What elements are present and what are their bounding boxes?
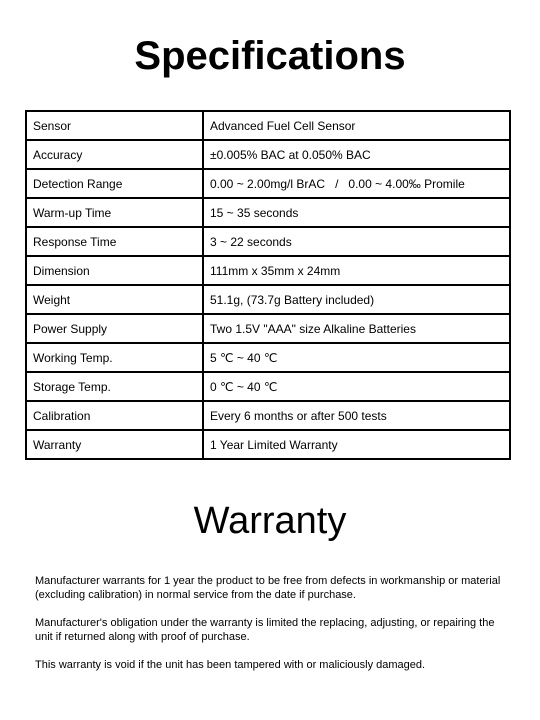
table-row <box>26 314 510 343</box>
spec-label: Weight <box>26 285 203 314</box>
spec-label: Calibration <box>26 401 203 430</box>
spec-value: Every 6 months or after 500 tests <box>203 401 510 430</box>
spec-label: Warm-up Time <box>26 198 203 227</box>
spec-label: Response Time <box>26 227 203 256</box>
table-row <box>26 256 510 285</box>
spec-value: 5 ℃ ~ 40 ℃ <box>203 343 510 372</box>
table-row <box>26 285 510 314</box>
spec-label: Dimension <box>26 256 203 285</box>
table-row <box>26 430 510 459</box>
spec-label: Warranty <box>26 430 203 459</box>
warranty-paragraph: Manufacturer warrants for 1 year the product to be free from defects in workmanship or material (excluding calibration) in normal service from the date if purchase. <box>35 575 501 601</box>
page-title: Specifications <box>134 34 406 78</box>
spec-value: 3 ~ 22 seconds <box>203 227 510 256</box>
spec-label: Sensor <box>26 111 203 140</box>
spec-value: 15 ~ 35 seconds <box>203 198 510 227</box>
spec-value: ±0.005% BAC at 0.050% BAC <box>203 140 510 169</box>
table-row <box>26 140 510 169</box>
spec-label: Detection Range <box>26 169 203 198</box>
table-row <box>26 227 510 256</box>
spec-value: Two 1.5V "AAA" size Alkaline Batteries <box>203 314 510 343</box>
spec-label: Accuracy <box>26 140 203 169</box>
table-row <box>26 169 510 198</box>
spec-value: 111mm x 35mm x 24mm <box>203 256 510 285</box>
table-row <box>26 111 510 140</box>
warranty-paragraph: Manufacturer's obligation under the warranty is limited the replacing, adjusting, or repairing the unit if returned along with proof of purchase. <box>35 617 495 643</box>
specifications-table <box>25 110 511 460</box>
table-row <box>26 343 510 372</box>
table-row <box>26 372 510 401</box>
spec-value: 1 Year Limited Warranty <box>203 430 510 459</box>
spec-value: 0.00 ~ 2.00mg/l BrAC / 0.00 ~ 4.00‰ Promile <box>203 169 510 198</box>
warranty-text <box>35 574 515 686</box>
spec-label: Power Supply <box>26 314 203 343</box>
spec-value: 51.1g, (73.7g Battery included) <box>203 285 510 314</box>
spec-value: Advanced Fuel Cell Sensor <box>203 111 510 140</box>
warranty-paragraph: This warranty is void if the unit has been tampered with or maliciously damaged. <box>35 659 426 671</box>
table-row <box>26 198 510 227</box>
spec-value: 0 ℃ ~ 40 ℃ <box>203 372 510 401</box>
spec-label: Storage Temp. <box>26 372 203 401</box>
warranty-heading: Warranty <box>193 500 347 542</box>
table-row <box>26 401 510 430</box>
spec-label: Working Temp. <box>26 343 203 372</box>
